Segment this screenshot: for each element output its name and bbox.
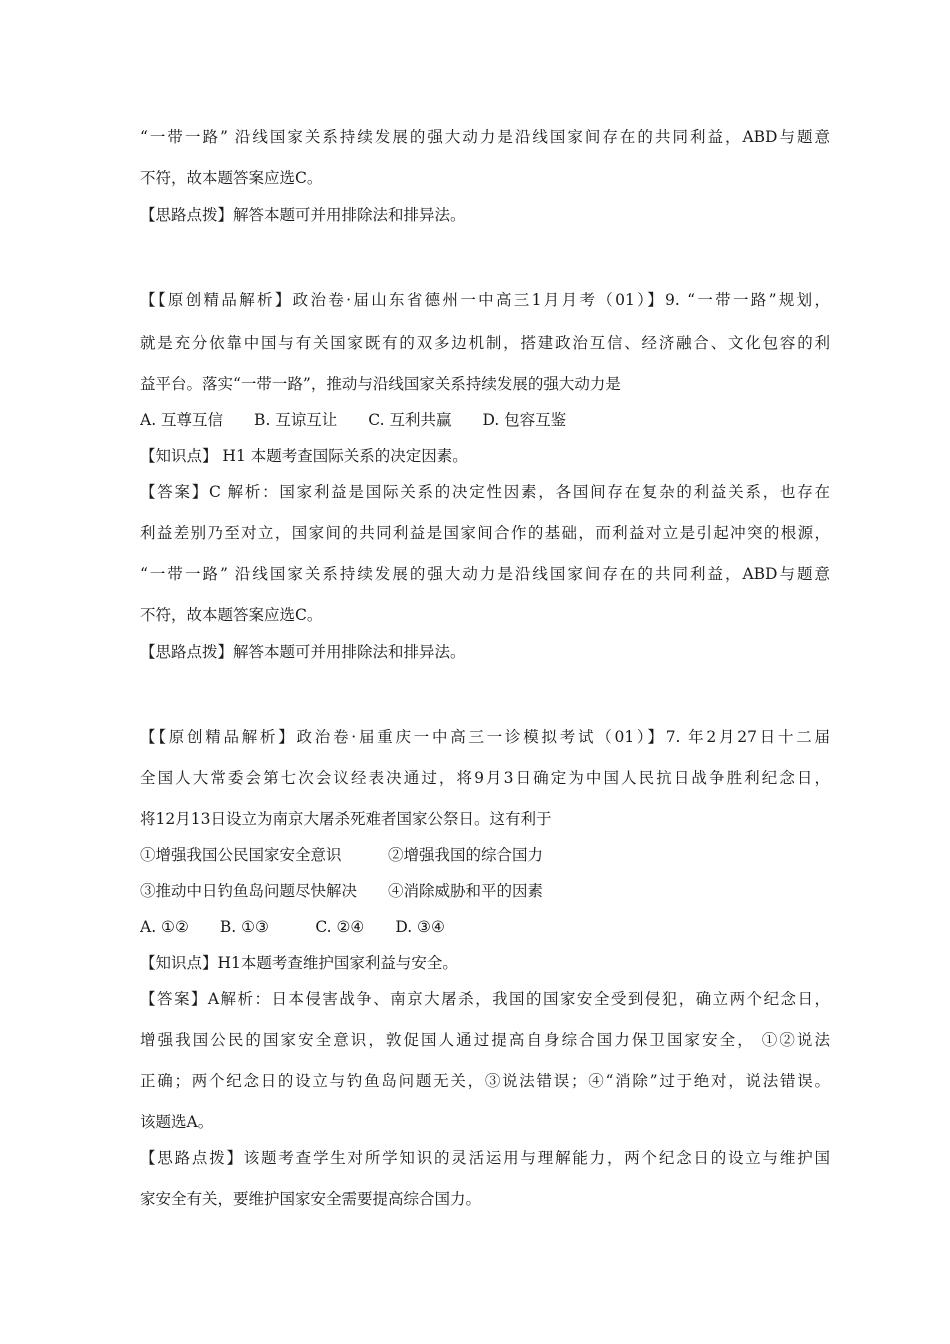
answer-text-line: 利益差别乃至对立，国家间的共同利益是国家间合作的基础，而利益对立是引起冲突的根源， [140, 524, 830, 542]
answer-text-line: “一带一路” 沿线国家关系持续发展的强大动力是沿线国家间存在的共同利益，ABD与题意 [140, 565, 830, 583]
statement-options-line: ③推动中日钓鱼岛问题尽快解决 ④消除威胁和平的因素 [140, 882, 544, 900]
question-header-line: 【【原创精品解析】政治卷·届山东省德州一中高三1月月考（01）】9. “一带一路”规划， [140, 291, 830, 309]
knowledge-point-line: 【知识点】 H1 本题考查国际关系的决定因素。 [140, 447, 468, 465]
question-text-line: 就是充分依靠中国与有关国家既有的双多边机制，搭建政治互信、经济融合、文化包容的利 [140, 334, 830, 352]
knowledge-point-line: 【知识点】H1本题考查维护国家利益与安全。 [140, 954, 458, 972]
analysis-text-line: 不符，故本题答案应选C。 [140, 169, 323, 187]
question-text-line: 全国人大常委会第七次会议经表决通过，将9月3日确定为中国人民抗日战争胜利纪念日， [140, 769, 830, 787]
answer-text-line: 【答案】C 解析：国家利益是国际关系的决定性因素，各国间存在复杂的利益关系，也存在 [140, 483, 830, 501]
hint-text-line: 家安全有关，要维护国家安全需要提高综合国力。 [140, 1190, 482, 1208]
answer-text-line: 正确；两个纪念日的设立与钓鱼岛问题无关，③说法错误；④“消除”过于绝对，说法错误。 [140, 1072, 830, 1090]
answer-options-line: A. 互尊互信 B. 互谅互让 C. 互利共赢 D. 包容互鉴 [140, 411, 567, 429]
hint-text-line: 【思路点拨】该题考查学生对所学知识的灵活运用与理解能力，两个纪念日的设立与维护国 [140, 1149, 830, 1167]
analysis-text-line: “一带一路” 沿线国家关系持续发展的强大动力是沿线国家间存在的共同利益，ABD与题意 [140, 128, 830, 146]
statement-options-line: ①增强我国公民国家安全意识 ②增强我国的综合国力 [140, 846, 544, 864]
hint-text-line: 【思路点拨】解答本题可并用排除法和排异法。 [140, 643, 466, 661]
answer-text-line: 不符，故本题答案应选C。 [140, 606, 323, 624]
question-text-line: 将12月13日设立为南京大屠杀死难者国家公祭日。这有利于 [140, 810, 552, 828]
question-text-line: 益平台。落实“一带一路”，推动与沿线国家关系持续发展的强大动力是 [140, 375, 621, 393]
question-header-line: 【【原创精品解析】政治卷·届重庆一中高三一诊模拟考试（01）】7. 年2月27日十二届 [140, 728, 830, 746]
answer-text-line: 该题选A。 [140, 1113, 214, 1131]
hint-text-line: 【思路点拨】解答本题可并用排除法和排异法。 [140, 206, 466, 224]
answer-text-line: 【答案】A解析：日本侵害战争、南京大屠杀，我国的国家安全受到侵犯，确立两个纪念日， [140, 990, 830, 1008]
answer-text-line: 增强我国公民的国家安全意识，敦促国人通过提高自身综合国力保卫国家安全， ①②说法 [140, 1031, 830, 1049]
answer-options-line: A. ①② B. ①③ C. ②④ D. ③④ [140, 918, 445, 936]
